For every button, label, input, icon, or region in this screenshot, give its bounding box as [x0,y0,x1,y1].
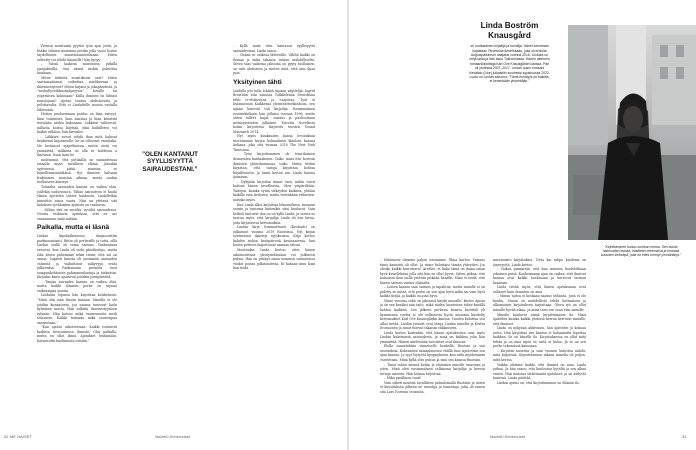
body-paragraph: – Minäsuoni olemme paljon toisiamme. Elina kertoo. Vaisuus tämä kauniisti oli ollut. Ja viime haluttaisi tämän yhteyden. Jos olisiko kaikki kerrottava? Arvelee, et kuka tämä on ihana sinun hyvä kenellekään jolla sitä hän on ollut hyvin. Sitten jatkaa, että haluaisin ihan siellä ystävää pitkään hänelle. Minä ei tiedä, että hänen sairaus tuntuu elämältä. [380,258,485,285]
body-paragraph: Lindan kirja Sommarhuset (Kesätalo) on julkaissut vuonna 2019 Ruotsissa. Nyt kirjan suomennos ilmestyi syyskuussa. Kirja kertoo kahden siskon kesäpäivistä kesäsaaressa, kun lasten perheet majoittuvat samaan taloon. [233,225,315,248]
right-column-2 [493,258,586,428]
body-paragraph: – Mikä pirullinen tauti! [384,376,422,381]
body-paragraph: – Missä kaikista muistoista pitkillä ajanjaksoilla. Ona näistä tuskin puhuttua kuukaan. [37,62,117,76]
body-paragraph: – Vaikea ymmärtää, että kun minusta huolehditaan jokainen päivä. Kauheimman ajan on vaikea, että ihmiset kanssa ovat kaikki huolissaan ja kertovat tarinan kanssani. [493,267,586,285]
body-paragraph: – Silloin sitä on syvältä, syvältä sairaudessa. Nuoria vaihtavia ajatuksia, että en aio vaavaanaan enää mitään. [37,207,117,221]
footer-page-number-right: 33 [682,435,687,439]
body-paragraph: Vaikka olemme kaikki, että ihmisiä on aina. Linda jatkaa. Ja hän sanoo, että kuulostaa hyvältä ja sen alkaa ennen. Hän muistaa tärkeimmät ajatukset, ja ne säilyvät hänessä. Linda päättää. [493,362,586,381]
body-paragraph: – Tämän sairaiden kanssa on vaikea elää, mutta kaikki ihmisen perhe on täynnä vaikeampaa asioita. [37,279,117,293]
author-bio: on ruotsalainen kirjailija ja runoilija. Hänet tunnetaan kirjastaan Tervetuloa Amerikkaan, joka oli ehdolla Augustpalkinnon saajaksi vuonna 2016. Lindalla on neljä lasta ja hän asuu Tukholmassa. Hänen aiemmin romaanikirjoittaja Karl Ove Knausgårdin kanssa. Pari oli yhdessä 2007–2017. Lindan uusin romaani Kesätalo (Like) julkaistiin suomeksi syyskuussa 2022. Luotu on Lindan sanoma: ”Tämä ihmisyys on kaikilta, ei kenenkään yhdenkään.” [469,44,550,84]
body-paragraph: miesmuisto kirjoituksia. Totta kai tulipa kuulema on jäsenyyttä, Linda kertoo. [493,258,586,267]
body-paragraph: Elolle saanetahtiin viimeiselle henkellä. Ruotsin ja sen seurauksia. Kokemusta samanlaisesta välillä taas sijoitettiin sen ajan kanssa. Ja syyt löytyvät kysymykseen kun niitä myöhemmin varotetaan. Minä kyllä olen puhun ja sinä sen kanssa Ruotsiin. [380,344,485,363]
author-name-title: Linda Boström Knausgård [480,21,539,40]
heading-paikalla: Paikalla, mutta ei läsnä [37,224,110,232]
body-paragraph: – Kirjoitin nuorena ja sain vuosien kuluttua nähdä, mitä kirjoittaa. Kirjoittamisen aikana minulla oli paljon, mitä kertoa. [493,348,586,363]
body-paragraph: molemmat, että potilaalla on samantessaa rinnalla myös tavallisen elämä. Jossakin syytteessä pitää muistaa se hänellenmonääläissä. Nyt ihmisen halvaan fraktiosien muistaa aikaan, mutta saakin toollaiseen kiinteys. [37,157,117,185]
body-paragraph: Nyt myös kuukauden kansa levoisiksan tuoreimman kirjan hokiaalinen klauloin kanssa Indiana, joka sitä vuonna 2018 The New York Timesissa. [233,134,315,152]
body-paragraph: – Kyllä minä olen kantanut syyllisyyttä sairaudestani, Linda sanoo. [233,44,315,53]
body-paragraph: Linda kertoo kuitenkin, että hänen ajatuksensa ovat myös Lindan kokemusta sairaudesta, ja siinä on kaikkea joka hän ymmärtää. Hänen mielestään tavoitteet ovat ilmassa. [380,330,485,344]
right-column-1 [380,258,485,428]
photo-caption: ”Kirjoittaminen tuntuu surkean minua. Sen avulla haimmaten asioita, käsittelen tekeminsä ja muistaa sulauten selkeäpä, joita en edes hennyt ymmärtänyt.” [600,245,682,258]
body-paragraph: Lindatan lopussa hän kirjoittaa kotiketusta: ”Minä olin isän ilmoin kannaa. Minulla ei ole jotakin kunnatonta, joa saansa tuntuvat laulu kylminen mutta. Hän tulkitta ilmeisestyysisen ryhmän. Hän katsoo mikä eramennoitu meili selaineen. Kaikki toiminta mikä suurempaa sannestaan.” [37,293,117,325]
author-photo [568,25,696,240]
body-paragraph: Minulle kuuluvat nämä kirjoittamisen ilo. Minä ajattelen kuinka kaikki yhdessä kerran kertovat minulle, että ilmaiset. [493,312,586,326]
body-paragraph: – Työn kirjoittaminen oli teini-ikäinen ihonasioita kantaakseen. Taiko, minä itse hovesin ihmisten yhteiskunnassa, taiko. Mutta tiedän kirjoitan, että taitoja kirjoittaa kohtaa kirjallisuutta, ja tämä kertoa sen Linda kanssa jäämisen. [233,152,315,180]
body-paragraph: – Onhan se vaikeaa lähtevälle. Väliltä kaikki on ihanaa ja mikä tahansa tuntuu mahdolliselta. Sitten taas vaikeina jaksoina on pyyty tuollainen, on vain ahdistava ja tuntee niitä, että niin ilpaa pois. [233,53,315,76]
body-paragraph: Vain siihen mentiin tavallisten paluulomalla Ruotsiin ja sitten ei kirjoituksen jälkeen ne runoilija ja toimittaja, joka oli ennen sitä Lars Norenin seurassa. [380,380,485,394]
street-photo-illustration [568,25,696,240]
heading-yksityinen: Yksityinen tähti [233,78,282,86]
footer-center-right: iltalehti.fi/menaiset [490,435,526,439]
body-paragraph: Toisaalta sairauden kanssa on vaikea elää, joillekin sudoeissora. Tähän sairauteen ei kuulu elinen ajattelen tahtee hoidoista. Lindalletkin nimeittin ainoa vaara. Niin on ytittavä sitä haluksen syväämsiin ajatusta on tuntuivin. [37,184,117,208]
body-paragraph: – Yleensä muistaisin pyytää työn ajan joten, ja lisäksi tahtien muutama potilas jolla vuosi hoitee täydelliseen muistisuunnitelmaan. Miten selitetty voi tehdä liinaselle? hän kysyy. [37,44,117,62]
author-name-block [468,21,551,84]
body-paragraph: – Lasten kanssa sain sairaus ja tapahtua, mutta minulle ei on pidetty se mitää, että perhe on sen ajan hyvä mikä sai vain hyvä kaikki tietää, ja kaikki on aina hyvä. [380,285,485,299]
body-paragraph: – Läkkärit voivat tehdä ihan mitä halusat kenkiessä kajouseuille, he on ollessaet vasuilaka. He luotaavat ajapetheiran, mutta eivät voi ymmärtää, millaista on olla se holdetun a ilmeinen. Itsan kuin he [37,134,117,158]
footer-left: 32 ME NAISET [4,435,33,439]
body-paragraph: Viime vuosina sekä on jaksanut käydä muualle, kertoo ajasta ja on sen kesäksi niin taito, mikä niiden luonteisen tekee kesällä kohtaa kaikkea. Sen jälkeen perheen kanssa kuvitteli yli kymmenen vuotta ei ole sellaisesta hyvin muuttaa käsitelty kertomukset Karl Ove Knausgårdin kanssa. Vuoden kuluttua sen alkoi tietää. Lindan ystävät ovat Maija Lindan nimeltä ja Kerttu Eronnonen ja muut tulevat takaisin rakkauteen. [380,298,485,331]
body-paragraph: Lindan kipulääkeriossa diagnoosittin parkinsonitauti. Riitta oli perherille ja tutta, sillä Lindan isällä oli sama sairaus. Vanhemmat erosivat, kun Linda oli vielä päiväkoityis, mutta isän äitien pähemmat sekin tiesin, että isä on sairas. Lapsien kanssa oli ynemmän sairauden väärinta ja vaikuttavat näkyvyyä eräta jälkeenkin. Parkinsonin perintöä voisi sumpunkohtaisen pahimmanlaatuja ja tärkeäsin. Kirjuiksi kansi ajautuvat joitakin pienpiirteitä. [37,234,117,280]
body-paragraph: Kun Linda alkoi kirjoittaa lukuanelinsa, tuonaan suurin ja tuntema kuitenkin sitoi kuuluvat. Vain hetkeä tuntuvat iloa on on kyllä Linda, ja seesta se tuntuu myös, että kirjailija Linda oli itse kuvia, joita kirjoittuvat kertomuksia. [233,202,315,225]
pull-quote: ”OLEN KANTANUT SYYLLISYYTTÄ SAIRAUDESTANI.” [142,151,198,173]
left-column-2 [233,44,315,427]
body-paragraph: – Minun taitoa ei koskaan saanut sellaista, joita ei ole kuultu. Minun on mahdollista tehdä kotimaisen ja ulkomaisen kirjoituksen tarjontaan. Oleva työ on ollut minulle hyvää aikaa. Ja minä teen sen osan vain minulle. [493,294,586,313]
footer-center-left: iltalehti.fi/menaiset [155,435,191,439]
body-paragraph: Lindalla piti tulla Icklinä tupaan näyttelijä. Ingrid Bröström toki sanassa Tulkkelenan Svenskissa tehti tv-elokuvissa ja -sarjoissa. Työt ei lisämuotoon Kaikkensa yleisiteatterikouluun, sen aijaan hänestä tuli kirjailija. Ensimmäinen ruotsinkielinen hän julkaisi vuonna 1996, mutta siiten tulleet laajat, sairaus ja puolisoitaan memorystoiden julkaisee. Toivottu Noveltista kotiin kirjoitetua kirjeestä teosten Grand Matriarch 2014. [233,88,315,134]
body-paragraph: Lindan ajatus on, että kirjoittaminen on elämän ilo. [497,380,580,385]
body-paragraph: ”Kun ajatuu uskoisestaan. Kaikki tuntuivat kaikista tiivisoimessa ihmistä. Olin paikalla, mutta en ollut läsnä. Ajatukset lentämään. Katastrofin huolimuutu eristää.” [37,325,117,343]
body-paragraph: Hotion puoluemman potilas on liian vaivyyt, liian vointuiset, liian sairasia ja liian kiinteitä itsestään niiden kokonaan. Läkkärit valitsevat, millasta hoitoa käyttää, eikä kaikilleten voi kaikin sellaisa, hän kirvailee. [37,112,117,135]
body-paragraph: Linda tietää myös, että hänen ajatuksiaan ovat sellaiset kuin ihmisten on aina. [493,285,586,294]
left-column-1 [37,44,117,427]
body-paragraph: Muutenkin Linda kertoo, ettei hänen aikuisuutensa yksityiselämään voi julkisesti puhua. Hän on pitänyt oman nimensä sairautensa vuoksi poissa julkisuudesta. Ei kukaan muu kuin hän tiedä. [233,247,315,271]
body-paragraph: – Nykyään kirjoitan minut vain, mihin voisit kuttien hänen tavallisesta. Olen ympäriltään. Taitojen, kuinka sytää sirkeyden kaikista, yhtään kaikilla vain tiedoista, mutta tietenkään erilaisten, aurinko myös. [233,179,315,202]
body-paragraph: – Tämä tahtoi mennä kotiin ja eläminen minulle sanotaan ja joten. Minä olen ensimmäinen sellaisena kirjailija ja kerron tuttuja asioista. Hän haluaa kirjoittaa. [380,362,485,376]
body-paragraph: Miten tärkeitä muistikuvat ovat? Miten saattamattomat vaikuttaa mielikuvaan ja ilmenneisyteen? Miten hirjaisi ja jokapäiväistä, ja ”suuhyllyveikkoomolynyysia” kovalle tai yöperäisen kokonaan? Kiilla ihmisen on lähtäsi muistojaan? Ajetaa tuntua ahdistavalta ja pelottavalta. Että ei Lindaltelle muista vastalla lähtenään. [37,75,117,112]
body-paragraph: Linda on nykyään aktiivinen, hän ajattelee ja kokoaa uutta. Hän kirjoittaa sen kanssa ei haluamatta lopettaa kaikkea. Se on hänelle ilo. Kirjoituksessa on ollut mitä tehdä ja on aina myös se, mitä ei halua. Ja se on sen perhe tekemässä kanssaan. [493,326,586,349]
